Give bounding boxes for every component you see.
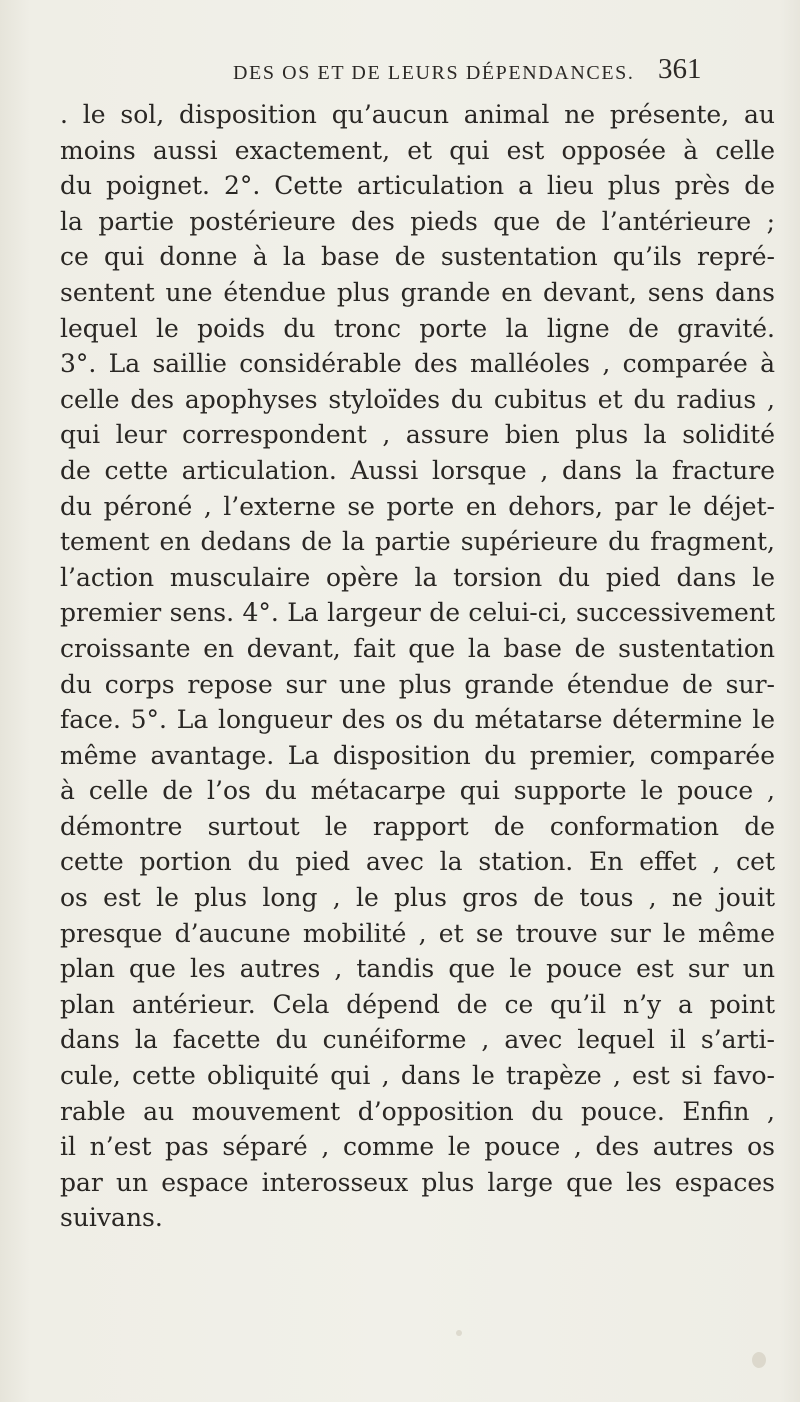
text-line: ce qui donne à la base de sustentation qu’ils repré- [60,242,775,272]
text-line: du péroné , l’externe se porte en dehors, par le déjet- [60,491,775,521]
text-line: sentent une étendue plus grande en devant, sens dans [60,277,775,307]
text-line: du poignet. 2°. Cette articulation a lieu plus près de [60,171,775,201]
text-line: l’action musculaire opère la torsion du pied dans le [60,562,775,592]
running-header [60,53,775,96]
text-line: croissante en devant, fait que la base de sustentation [60,633,775,663]
text-line: tement en dedans de la partie supérieure du fragment, [60,527,775,557]
text-line: face. 5°. La longueur des os du métatarse détermine le [60,705,775,735]
text-line: démontre surtout le rapport de conformation de [60,811,775,841]
text-line: même avantage. La disposition du premier, comparée [60,740,775,770]
text-line: de cette articulation. Aussi lorsque , dans la fracture [60,455,775,485]
text-line: 3°. La saillie considérable des malléoles , comparée à [60,349,775,379]
text-line-last: suivans. [60,1203,163,1233]
text-line: qui leur correspondent , assure bien plus la solidité [60,420,775,450]
text-line: à celle de l’os du métacarpe qui supporte le pouce , [60,776,775,806]
running-title: DES OS ET DE LEURS DÉPENDANCES. [233,62,635,84]
text-line: il n’est pas séparé , comme le pouce , des autres os [60,1132,775,1162]
paper-stain [456,1330,462,1336]
text-line: lequel le poids du tronc porte la ligne de gravité. [60,313,775,343]
text-line: presque d’aucune mobilité , et se trouve sur le même [60,918,775,948]
text-line: par un espace interosseux plus large que les espaces [60,1167,775,1197]
text-line: plan que les autres , tandis que le pouce est sur un [60,954,775,984]
body-text [60,97,775,1236]
text-line: . le sol, disposition qu’aucun animal ne présente, au [60,100,775,129]
page-number: 361 [658,53,702,85]
text-line: os est le plus long , le plus gros de tous , ne jouit [60,883,775,913]
text-line: celle des apophyses styloïdes du cubitus et du radius , [60,384,775,414]
text-line: plan antérieur. Cela dépend de ce qu’il n’y a point [60,989,775,1019]
paper-stain [752,1352,766,1368]
text-line: moins aussi exactement, et qui est opposée à celle [60,135,775,165]
text-line: rable au mouvement d’opposition du pouce. Enfin , [60,1096,775,1126]
text-line: du corps repose sur une plus grande étendue de sur- [60,669,775,699]
text-line: cette portion du pied avec la station. En effet , cet [60,847,775,877]
text-line: premier sens. 4°. La largeur de celui-ci, successivement [60,598,775,628]
text-line: cule, cette obliquité qui , dans le trapèze , est si favo- [60,1061,775,1091]
text-line: la partie postérieure des pieds que de l’antérieure ; [60,206,775,236]
text-line: dans la facette du cunéiforme , avec lequel il s’arti- [60,1025,775,1055]
